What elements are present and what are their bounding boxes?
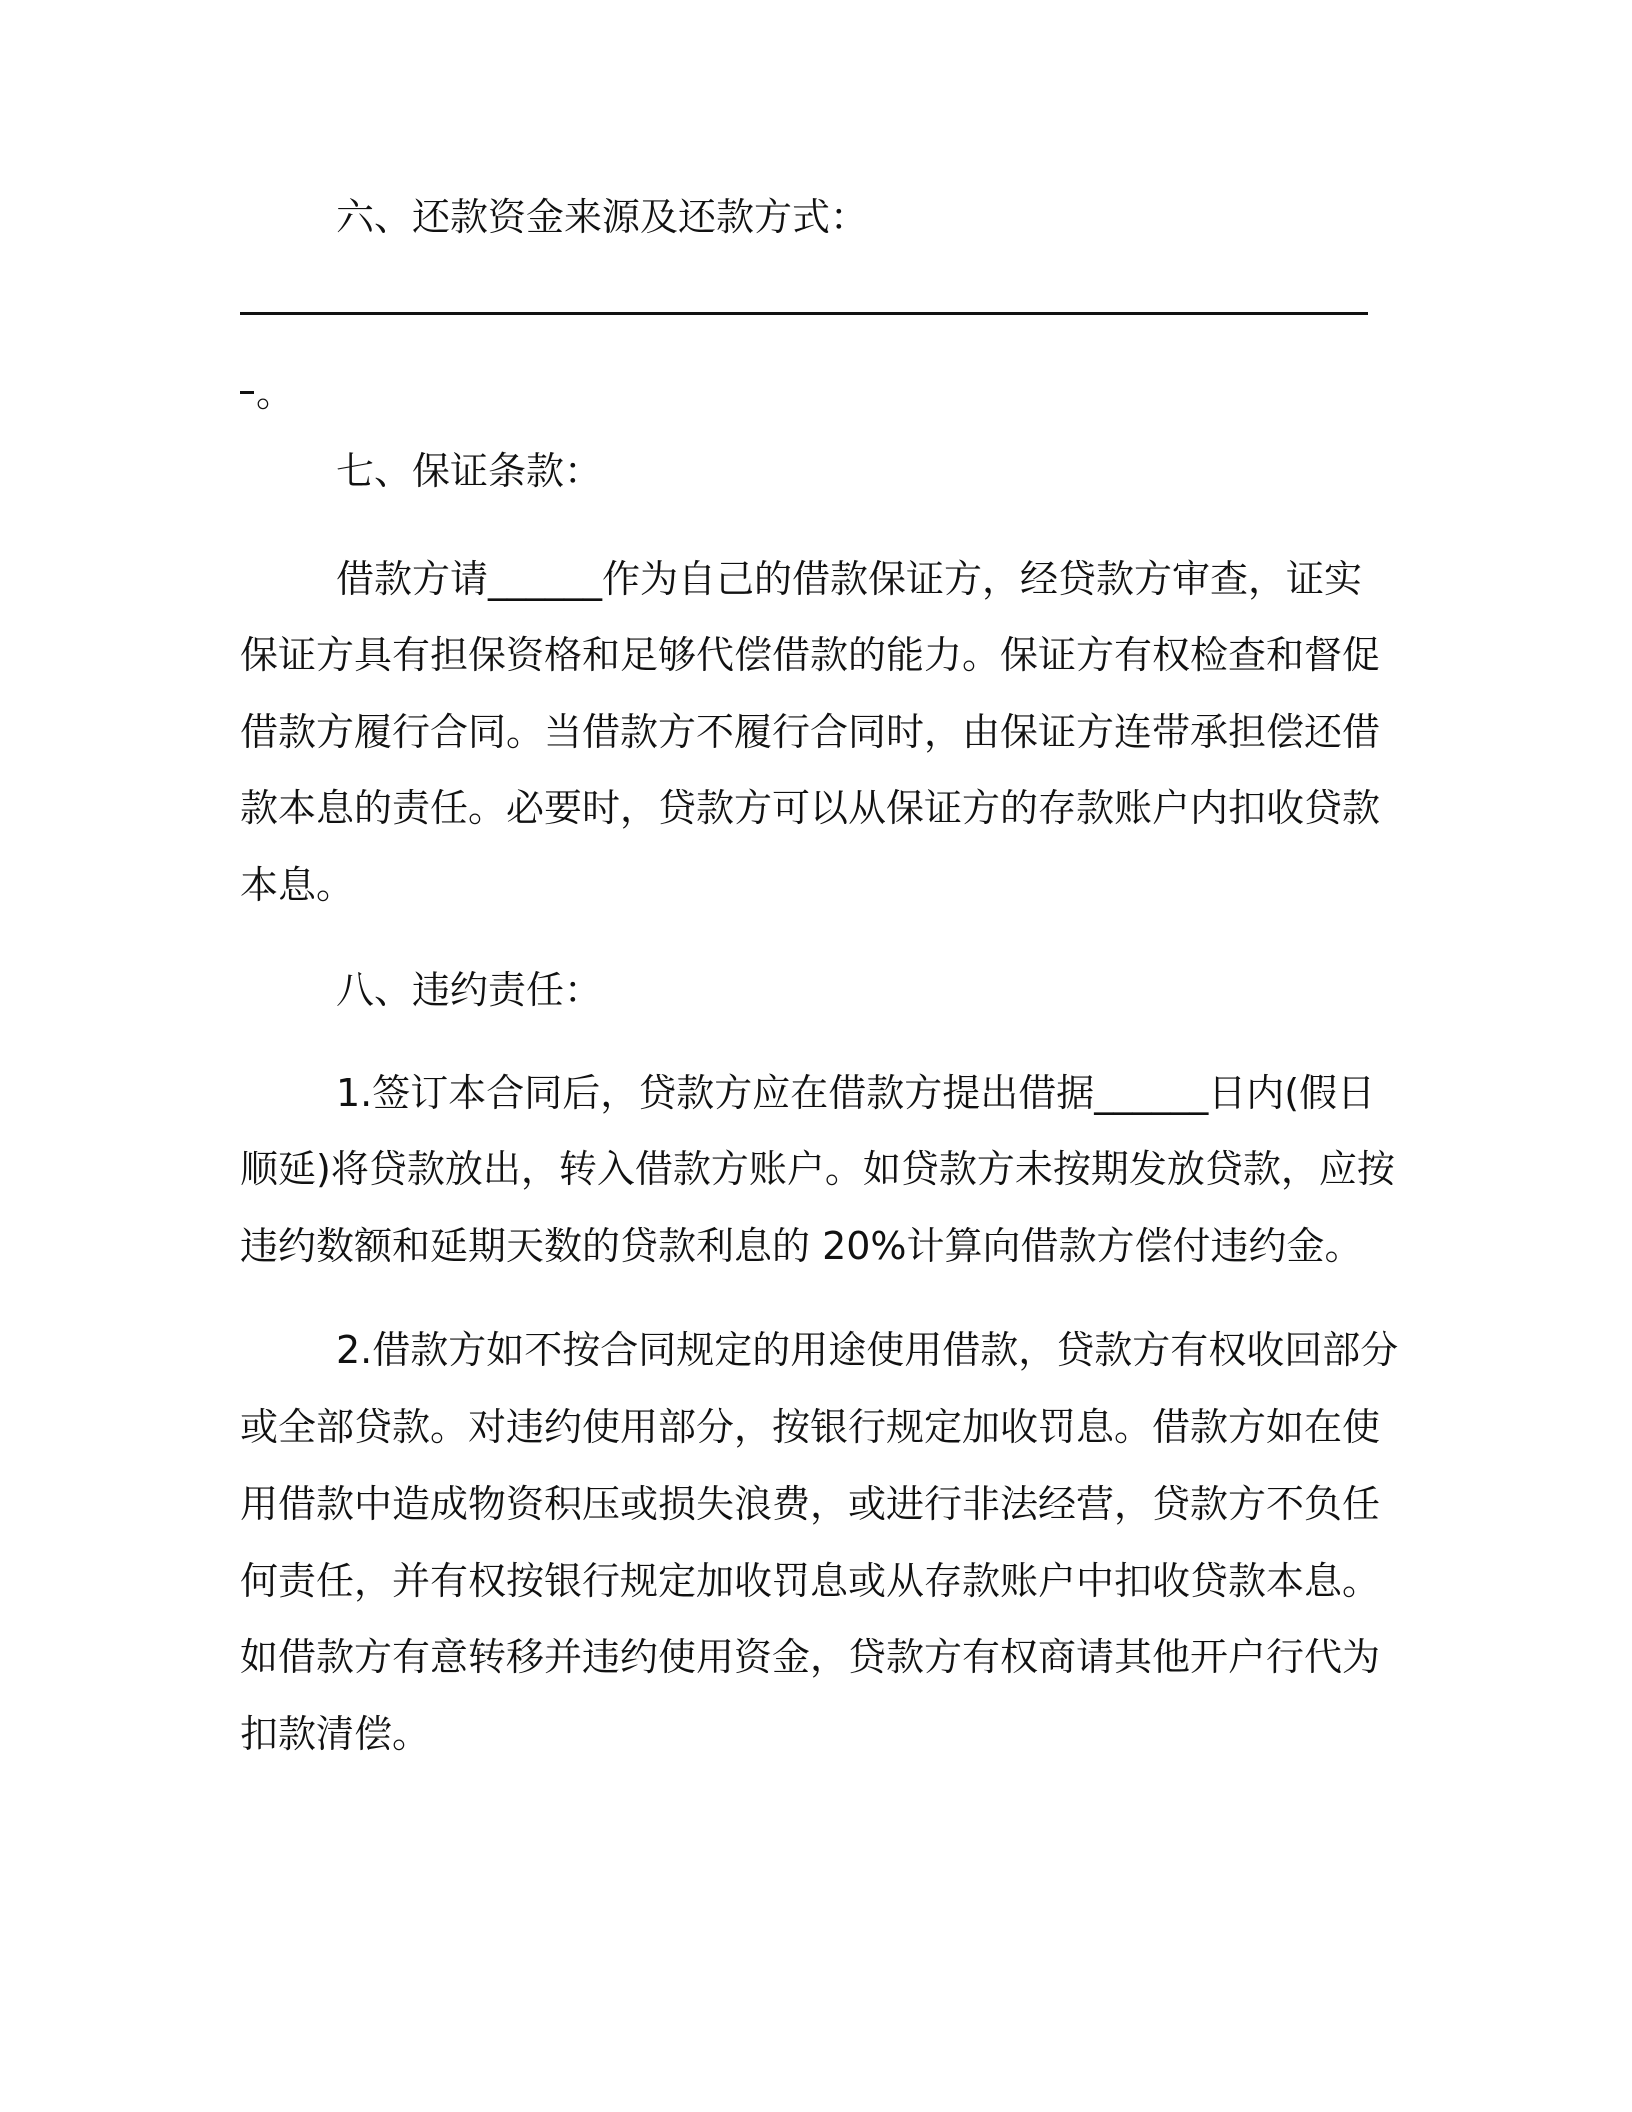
section7-line-3: 借款方履行合同。当借款方不履行合同时，由保证方连带承担偿还借	[240, 710, 1381, 754]
section6-blank-line	[240, 312, 1368, 315]
section8-item1-line-2: 顺延)将贷款放出，转入借款方账户。如贷款方未按期发放贷款，应按	[240, 1147, 1395, 1191]
section6-heading: 六、还款资金来源及还款方式：	[336, 195, 869, 239]
section8-item1-line-1: 1.签订本合同后，贷款方应在借款方提出借据______日内(假日	[336, 1071, 1376, 1115]
section6-blank-tail-line	[240, 391, 254, 394]
section7-line-4: 款本息的责任。必要时，贷款方可以从保证方的存款账户内扣收贷款	[240, 786, 1381, 830]
section8-heading: 八、违约责任：	[336, 968, 603, 1012]
section8-item2-line-5: 如借款方有意转移并违约使用资金，贷款方有权商请其他开户行代为	[240, 1635, 1381, 1679]
section7-line-1: 借款方请______作为自己的借款保证方，经贷款方审查，证实	[336, 557, 1363, 601]
section8-item2-line-4: 何责任，并有权按银行规定加收罚息或从存款账户中扣收贷款本息。	[240, 1559, 1381, 1603]
section8-item2-line-6: 扣款清偿。	[240, 1712, 431, 1756]
section7-line-5: 本息。	[240, 863, 355, 907]
section7-heading: 七、保证条款：	[336, 449, 603, 493]
section6-period: 。	[256, 371, 295, 415]
section7-line-2: 保证方具有担保资格和足够代偿借款的能力。保证方有权检查和督促	[240, 633, 1381, 677]
section8-item1-line-3: 违约数额和延期天数的贷款利息的 20%计算向借款方偿付违约金。	[240, 1224, 1363, 1268]
section8-item2-line-2: 或全部贷款。对违约使用部分，按银行规定加收罚息。借款方如在使	[240, 1405, 1381, 1449]
section8-item2-line-1: 2.借款方如不按合同规定的用途使用借款，贷款方有权收回部分	[336, 1328, 1399, 1372]
section8-item2-line-3: 用借款中造成物资积压或损失浪费，或进行非法经营，贷款方不负任	[240, 1482, 1381, 1526]
